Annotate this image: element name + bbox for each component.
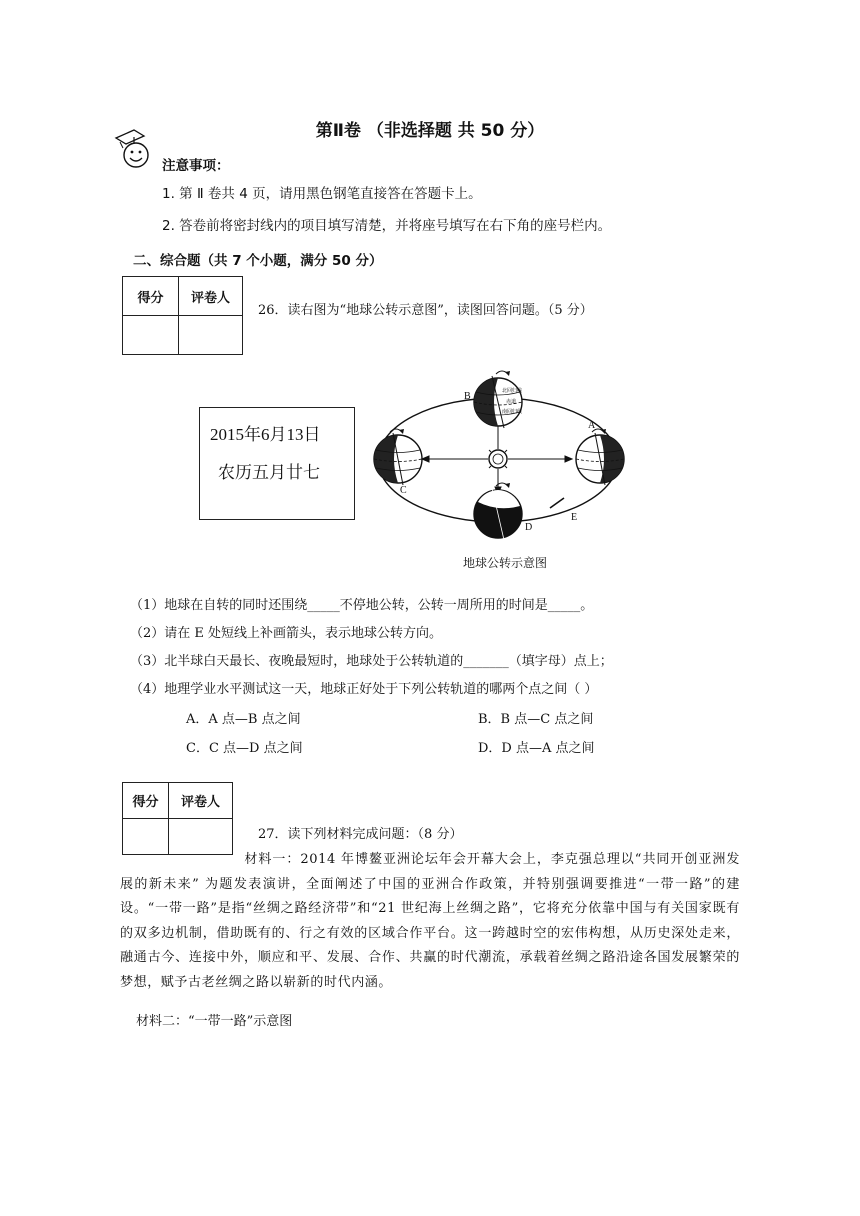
- grader-label: 评卷人: [169, 783, 233, 819]
- section-title: 二、综合题（共 7 个小题，满分 50 分）: [133, 253, 383, 269]
- grader-cell[interactable]: [179, 316, 243, 355]
- label-e: E: [571, 512, 578, 523]
- date-box: [199, 407, 355, 520]
- earth-c: [374, 429, 422, 485]
- q26-stem: 26．读右图为“地球公转示意图”，读图回答问题。（5 分）: [258, 303, 593, 318]
- diagram-caption: 地球公转示意图: [463, 556, 548, 570]
- notice-item-2: 2. 答卷前将密封线内的项目填写清楚，并将座号填写在右下角的座号栏内。: [162, 218, 612, 234]
- q27-material-1-text: 材料一：2014 年博鳌亚洲论坛年会开幕大会上，李克强总理以“共同开创亚洲发展的新未来” 为题发表演讲，全面阐述了中国的亚洲合作政策，并特别强调要推进“一带一路”的建设。“一带一路”是指“丝绸之路经济带”和“21 世纪海上丝绸之路”，它将充分依靠中国与有关国家既有的双多边机制，借助既有的、行之有效的区域合作平台。这一跨越时空的宏伟构想，从历史深处走来，融通古今、连接中外，顺应和平、发展、合作、共赢的时代潮流，承载着丝绸之路沿途各国发展繁荣的梦想，赋予古老丝绸之路以崭新的时代内涵。: [120, 852, 740, 990]
- b-lat-label-1: 北回归线: [502, 388, 523, 394]
- earth-a: [576, 429, 624, 485]
- sun-icon: [485, 446, 511, 472]
- q27-material-1: [120, 848, 740, 995]
- q26-option-d[interactable]: D．D 点—A 点之间: [478, 741, 595, 756]
- e-short-line: [550, 498, 564, 508]
- b-lat-label-2: 赤道: [506, 399, 517, 405]
- b-lat-label-3: 南回归线: [502, 409, 523, 415]
- q26-option-c[interactable]: C．C 点—D 点之间: [186, 741, 303, 756]
- page-title: 第Ⅱ卷 （非选择题 共 50 分）: [315, 121, 545, 141]
- label-a: A: [588, 420, 596, 431]
- q26-sub-2: （2）请在 E 处短线上补画箭头，表示地球公转方向。: [130, 626, 443, 641]
- earth-d: [474, 483, 522, 540]
- label-b: B: [464, 391, 471, 402]
- score-cell[interactable]: [123, 316, 179, 355]
- label-c: C: [400, 485, 407, 496]
- date-line-1: 2015年6月13日: [210, 425, 321, 444]
- date-line-2: 农历五月廿七: [218, 463, 320, 482]
- earth-b: [474, 371, 522, 428]
- q26-sub-1: （1）地球在自转的同时还围绕_____不停地公转，公转一周所用的时间是_____。: [130, 598, 594, 613]
- q26-sub-4: （4）地理学业水平测试这一天，地球正好处于下列公转轨道的哪两个点之间（ ）: [130, 682, 598, 697]
- notice-heading: 注意事项：: [162, 158, 230, 174]
- q27-material-2: 材料二：“一带一路”示意图: [136, 1014, 293, 1029]
- q27-stem: 27．读下列材料完成问题：（8 分）: [258, 827, 463, 842]
- score-label: 得分: [123, 783, 169, 819]
- earth-revolution-diagram: [368, 362, 636, 544]
- smiley-icon: [112, 128, 158, 170]
- score-label: 得分: [123, 277, 179, 316]
- label-d: D: [525, 522, 533, 533]
- grader-label: 评卷人: [179, 277, 243, 316]
- q26-option-a[interactable]: A．A 点—B 点之间: [186, 712, 301, 727]
- score-table-q27: [122, 782, 233, 855]
- q26-sub-3: （3）北半球白天最长、夜晚最短时，地球处于公转轨道的_______（填字母）点上；: [130, 654, 613, 669]
- q26-option-b[interactable]: B．B 点—C 点之间: [478, 712, 594, 727]
- notice-item-1: 1. 第 Ⅱ 卷共 4 页，请用黑色钢笔直接答在答题卡上。: [162, 186, 482, 202]
- score-table-q26: [122, 276, 243, 355]
